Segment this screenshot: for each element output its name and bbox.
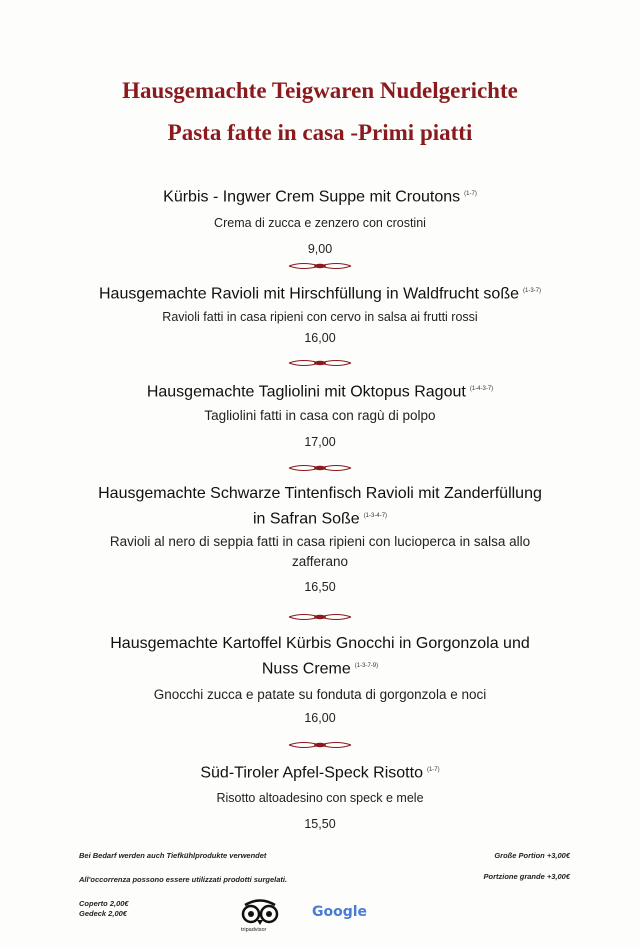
dish-price: 9,00 bbox=[307, 242, 333, 257]
dish-description-it: Risotto altoadesino con speck e mele bbox=[216, 791, 424, 806]
dish-name-line-2: in Safran Soße $^{(1-3-4-7)}$ bbox=[252, 510, 388, 528]
google-logo-text: Google bbox=[312, 904, 368, 920]
dish-description-it-line-2: zafferano bbox=[291, 554, 349, 570]
allergen-codes: (1-3-4-7) bbox=[363, 513, 388, 519]
dish-description-it: Tagliolini fatti in casa con ragù di polpo bbox=[204, 408, 436, 424]
menu-item-4 bbox=[60, 483, 580, 594]
allergen-codes: (1-3-7-9) bbox=[354, 663, 379, 669]
dish-description-it: Ravioli fatti in casa ripieni con cervo in salsa ai frutti rossi bbox=[162, 310, 478, 325]
allergen-codes: (1-4-3-7) bbox=[469, 386, 494, 392]
ornament-divider-icon bbox=[287, 611, 353, 623]
dish-name: Hausgemachte Tagliolini mit Oktopus Ragout $^{(1-4-3-7)}$ bbox=[146, 383, 494, 401]
ornament-divider-icon bbox=[287, 260, 353, 272]
menu-item-2 bbox=[60, 280, 580, 345]
dish-name-line-2: Nuss Creme $^{(1-3-7-9)}$ bbox=[261, 660, 379, 678]
allergen-codes: (1-7) bbox=[426, 767, 440, 773]
dish-description-it-line-1: Ravioli al nero di seppia fatti in casa ripieni con lucioperca in salsa allo bbox=[109, 534, 531, 550]
menu-item-5 bbox=[60, 633, 580, 725]
dish-description-it: Gnocchi zucca e patate su fonduta di gorgonzola e noci bbox=[153, 687, 487, 703]
dish-name: Kürbis - Ingwer Crem Suppe mit Croutons $^{(1-7)}$ bbox=[163, 188, 477, 206]
frozen-note-it: All'occorrenza possono essere utilizzati prodotti surgelati. bbox=[79, 875, 288, 884]
dish-price: 16,00 bbox=[304, 711, 336, 726]
dish-price: 17,00 bbox=[304, 435, 336, 450]
large-portion-de: Große Portion +3,00€ bbox=[494, 851, 570, 860]
page-title-de: Hausgemachte Teigwaren Nudelgerichte bbox=[122, 78, 518, 103]
dish-name-line-1: Hausgemachte Kartoffel Kürbis Gnocchi in Gorgonzola und bbox=[110, 635, 530, 652]
frozen-note-de: Bei Bedarf werden auch Tiefkühlprodukte verwendet bbox=[79, 851, 267, 860]
ornament-divider-icon bbox=[287, 739, 353, 751]
large-portion-it: Portzione grande +3,00€ bbox=[483, 872, 570, 881]
dish-name-line-1: Hausgemachte Schwarze Tintenfisch Ravioli mit Zanderfüllung bbox=[98, 485, 542, 502]
dish-name: Hausgemachte Ravioli mit Hirschfüllung in Waldfrucht soße $^{(1-3-7)}$ bbox=[98, 285, 542, 303]
page-title-it: Pasta fatte in casa -Primi piatti bbox=[167, 120, 473, 145]
cover-charge-it: Coperto 2,00€ bbox=[79, 899, 129, 908]
ornament-divider-icon bbox=[287, 462, 353, 474]
allergen-codes: (1-3-7) bbox=[523, 288, 542, 294]
google-logo bbox=[312, 904, 367, 920]
menu-item-6 bbox=[60, 759, 580, 831]
cover-charge-de: Gedeck 2,00€ bbox=[79, 909, 127, 918]
allergen-codes: (1-7) bbox=[464, 191, 477, 197]
menu-item-3 bbox=[60, 378, 580, 449]
dish-price: 16,00 bbox=[304, 331, 336, 346]
menu-item-1 bbox=[60, 183, 580, 256]
dish-price: 16,50 bbox=[304, 580, 336, 595]
dish-price: 15,50 bbox=[304, 817, 336, 832]
dish-name: Süd-Tiroler Apfel-Speck Risotto $^{(1-7)}$ bbox=[200, 764, 440, 782]
dish-description-it: Crema di zucca e zenzero con crostini bbox=[214, 216, 426, 231]
tripadvisor-logo-text: tripadvisor bbox=[241, 927, 267, 933]
ornament-divider-icon bbox=[287, 357, 353, 369]
